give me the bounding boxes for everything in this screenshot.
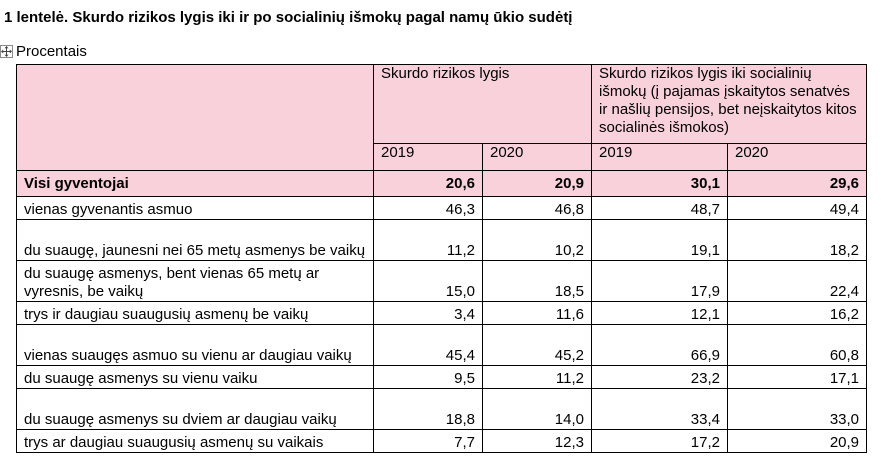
cell-value: 49,4 bbox=[728, 197, 867, 220]
row-label: du suaugę asmenys su vienu vaiku bbox=[17, 366, 374, 389]
cell-value: 18,8 bbox=[374, 389, 483, 430]
cell-value: 12,3 bbox=[483, 430, 592, 453]
cell-value: 48,7 bbox=[592, 197, 728, 220]
row-label: trys ar daugiau suaugusių asmenų su vaikais bbox=[17, 430, 374, 453]
table-row bbox=[17, 325, 867, 366]
cell-value: 11,2 bbox=[374, 220, 483, 261]
cell-value: 19,1 bbox=[592, 220, 728, 261]
row-label: Visi gyventojai bbox=[17, 171, 374, 197]
group-header-poverty-rate: Skurdo rizikos lygis bbox=[374, 65, 592, 144]
cell-value: 7,7 bbox=[374, 430, 483, 453]
row-label: du suaugę, jaunesni nei 65 metų asmenys be vaikų bbox=[17, 220, 374, 261]
cell-value: 17,9 bbox=[592, 261, 728, 302]
cell-value: 16,2 bbox=[728, 302, 867, 325]
cell-value: 46,3 bbox=[374, 197, 483, 220]
cell-value: 20,9 bbox=[728, 430, 867, 453]
cell-value: 9,5 bbox=[374, 366, 483, 389]
cell-value: 33,4 bbox=[592, 389, 728, 430]
table-row bbox=[17, 389, 867, 430]
cell-value: 18,2 bbox=[728, 220, 867, 261]
cell-value: 45,2 bbox=[483, 325, 592, 366]
row-label: trys ir daugiau suaugusių asmenų be vaikų bbox=[17, 302, 374, 325]
table-row bbox=[17, 220, 867, 261]
cell-value: 45,4 bbox=[374, 325, 483, 366]
cell-value: 33,0 bbox=[728, 389, 867, 430]
year-header: 2020 bbox=[728, 144, 867, 171]
header-corner-cell bbox=[17, 65, 374, 171]
table-row-total bbox=[17, 171, 867, 197]
cell-value: 30,1 bbox=[592, 171, 728, 197]
cell-value: 12,1 bbox=[592, 302, 728, 325]
cell-value: 18,5 bbox=[483, 261, 592, 302]
cell-value: 20,6 bbox=[374, 171, 483, 197]
cell-value: 23,2 bbox=[592, 366, 728, 389]
cell-value: 10,2 bbox=[483, 220, 592, 261]
year-header: 2019 bbox=[374, 144, 483, 171]
year-header: 2019 bbox=[592, 144, 728, 171]
cell-value: 29,6 bbox=[728, 171, 867, 197]
cell-value: 17,2 bbox=[592, 430, 728, 453]
table-row bbox=[17, 302, 867, 325]
cell-value: 15,0 bbox=[374, 261, 483, 302]
row-label: vienas gyvenantis asmuo bbox=[17, 197, 374, 220]
year-header: 2020 bbox=[483, 144, 592, 171]
cell-value: 14,0 bbox=[483, 389, 592, 430]
row-label: vienas suaugęs asmuo su vienu ar daugiau vaikų bbox=[17, 325, 374, 366]
cell-value: 46,8 bbox=[483, 197, 592, 220]
cell-value: 20,9 bbox=[483, 171, 592, 197]
table-row bbox=[17, 430, 867, 453]
cell-value: 66,9 bbox=[592, 325, 728, 366]
row-label: du suaugę asmenys, bent vienas 65 metų ar vyresnis, be vaikų bbox=[17, 261, 374, 302]
cell-value: 11,6 bbox=[483, 302, 592, 325]
table-row bbox=[17, 197, 867, 220]
table-row bbox=[17, 261, 867, 302]
cell-value: 60,8 bbox=[728, 325, 867, 366]
table-subtitle: Procentais bbox=[16, 43, 87, 60]
move-icon[interactable] bbox=[0, 45, 13, 58]
row-label: du suaugę asmenys su dviem ar daugiau vaikų bbox=[17, 389, 374, 430]
cell-value: 3,4 bbox=[374, 302, 483, 325]
cell-value: 17,1 bbox=[728, 366, 867, 389]
group-header-before-benefits: Skurdo rizikos lygis iki socialinių išmokų (į pajamas įskaitytos senatvės ir našlių pensijos, bet neįskaitytos kitos socialinės išmokos) bbox=[592, 65, 867, 144]
cell-value: 22,4 bbox=[728, 261, 867, 302]
table-row bbox=[17, 366, 867, 389]
data-table bbox=[16, 64, 867, 453]
table-title: 1 lentelė. Skurdo rizikos lygis iki ir po socialinių išmokų pagal namų ūkio sudėtį bbox=[4, 9, 573, 26]
cell-value: 11,2 bbox=[483, 366, 592, 389]
